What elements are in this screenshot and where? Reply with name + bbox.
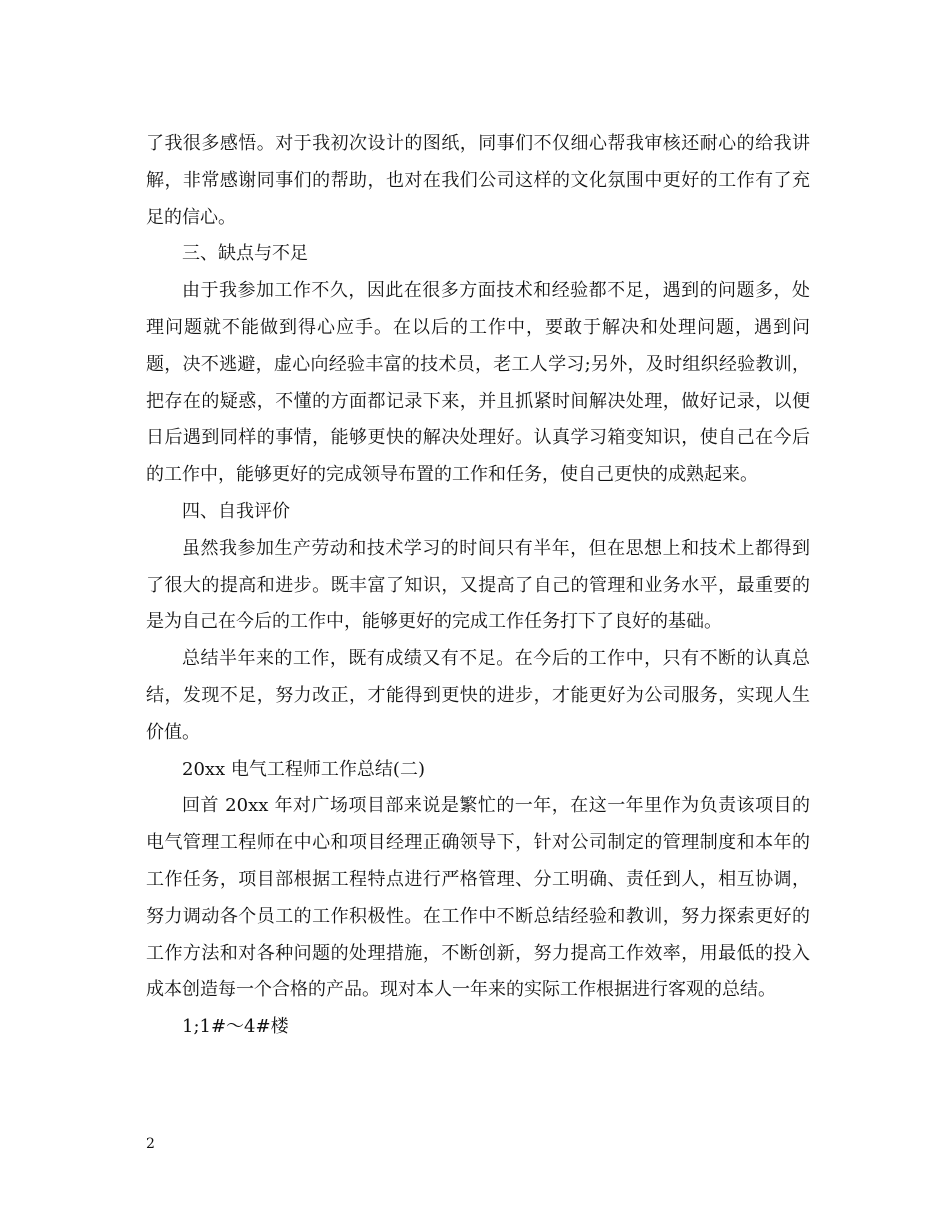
document-subtitle: 20xx 电气工程师工作总结(二) — [182, 758, 425, 780]
page-number: 2 — [146, 1136, 155, 1152]
paragraph-review: 回首 20xx 年对广场项目部来说是繁忙的一年，在这一年里作为负责该项目的电气管理工程师在中心和项目经理正确领导下，针对公司制定的管理制度和本年的工作任务，项目部根据工程特点进行严格管理、分工明确、责任到人，相互协调，努力调动各个员工的工作积极性。在工作中不断总结经验和教训，努力探索更好的工作方法和对各种问题的处理措施，不断创新，努力提高工作效率，用最低的投入成本创造每一个合格的产品。现对本人一年来的实际工作根据进行客观的总结。 — [146, 795, 810, 1001]
list-item-building: 1;1#～4#楼 — [182, 1016, 289, 1038]
paragraph-self-evaluation: 虽然我参加生产劳动和技术学习的时间只有半年，但在思想上和技术上都得到了很大的提高和进步。既丰富了知识，又提高了自己的管理和业务水平，最重要的是为自己在今后的工作中，能够更好的完成工作任务打下了良好的基础。 — [146, 537, 810, 633]
section-heading-self-evaluation: 四、自我评价 — [182, 500, 290, 522]
section-heading-shortcomings: 三、缺点与不足 — [182, 243, 308, 265]
paragraph-summary: 总结半年来的工作，既有成绩又有不足。在今后的工作中，只有不断的认真总结，发现不足，努力改正，才能得到更快的进步，才能更好为公司服务，实现人生价值。 — [146, 648, 810, 743]
paragraph-shortcomings: 由于我参加工作不久，因此在很多方面技术和经验都不足，遇到的问题多，处理问题就不能做到得心应手。在以后的工作中，要敢于解决和处理问题，遇到问题，决不逃避，虚心向经验丰富的技术员，老工人学习;另外，及时组织经验教训，把存在的疑惑，不懂的方面都记录下来，并且抓紧时间解决处理，做好记录，以便日后遇到同样的事情，能够更快的解决处理好。认真学习箱变知识，使自己在今后的工作中，能够更好的完成领导布置的工作和任务，使自己更快的成熟起来。 — [146, 280, 810, 486]
paragraph-gratitude: 了我很多感悟。对于我初次设计的图纸，同事们不仅细心帮我审核还耐心的给我讲解，非常感谢同事们的帮助，也对在我们公司这样的文化氛围中更好的工作有了充足的信心。 — [146, 133, 810, 228]
document-body — [146, 126, 810, 1046]
